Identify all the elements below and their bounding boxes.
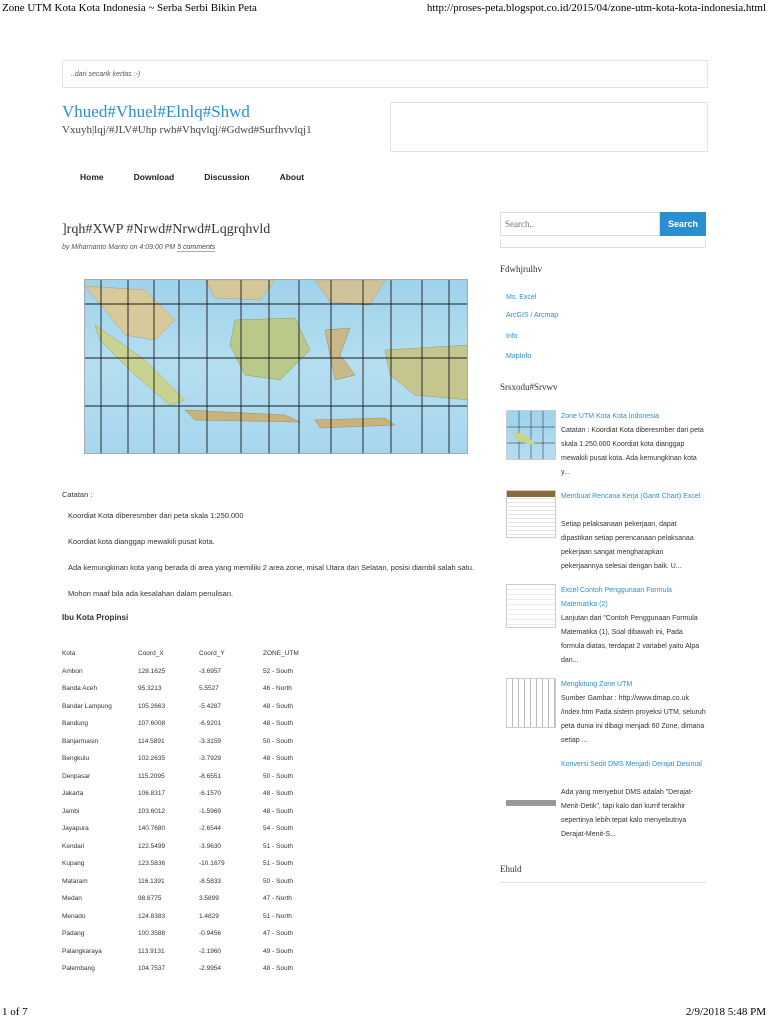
table-cell: 105.2663 (138, 702, 166, 710)
nav-about[interactable]: About (279, 172, 305, 182)
post-thumbnail[interactable] (506, 678, 556, 728)
table-row (62, 803, 323, 821)
table-cell: Banda Aceh (62, 685, 98, 693)
table-cell: 124.8383 (138, 912, 166, 920)
nav-home[interactable]: Home (80, 172, 104, 182)
table-cell: 122.5499 (138, 842, 166, 850)
table-cell: 113.9131 (138, 947, 165, 955)
post-thumbnail[interactable] (506, 584, 556, 628)
print-page-number: 1 of 7 (2, 1006, 28, 1018)
popular-post-snippet: Setiap pelaksanaan pekerjaan, dapat dipastikan setiap perencanaan pelaksanaa pekerjaan sangat mengharapkan pekerjaannya selesai dengan baik. U... (561, 521, 694, 570)
table-cell: -8.5833 (199, 877, 222, 885)
table-cell: 100.3588 (138, 930, 166, 938)
table-cell: Palembang (62, 965, 95, 973)
table-cell: -3.3159 (199, 737, 222, 745)
table-cell: -8.6551 (199, 772, 222, 780)
table-cell: -10.1679 (199, 860, 225, 868)
table-cell: 47 - South (263, 930, 293, 938)
table-cell: Padang (62, 930, 85, 938)
table-cell: -2.9954 (199, 965, 222, 973)
post-author-date: by Miharnanto Manto on 4:09:00 PM (62, 244, 176, 251)
table-cell: 52 - South (263, 667, 293, 675)
popular-post-title[interactable]: Membuat Rencana Kerja (Gantt Chart) Excel (561, 493, 701, 500)
table-row (62, 750, 323, 768)
table-cell: -3.6957 (199, 667, 222, 675)
table-cell: 48 - South (263, 755, 293, 763)
table-row (62, 733, 323, 751)
table-title: Ibu Kota Propinsi (62, 613, 129, 622)
print-datetime: 2/9/2018 5:48 PM (685, 1006, 766, 1018)
popular-post (506, 758, 706, 842)
popular-post-snippet: Lanjutan dari "Contoh Penggunaan Formula Matematika (1), Soal dibawah ini, Pada formula diatas, terdapat 2 variabel yaitu Alpa dan... (561, 615, 700, 664)
post-thumbnail[interactable] (506, 490, 556, 538)
category-link[interactable]: ArcGIS / Arcmap (506, 312, 559, 319)
table-cell: 95.3213 (138, 685, 162, 693)
table-cell: -3.9630 (199, 842, 222, 850)
table-row (62, 820, 323, 838)
table-cell: Medan (62, 895, 82, 903)
popular-post (506, 678, 706, 754)
table-cell: 102.2635 (138, 755, 166, 763)
col-header: Coord_X (138, 650, 164, 658)
table-cell: 107.6008 (138, 720, 166, 728)
table-cell: 51 - South (263, 842, 293, 850)
note-item: Koordiat Kota diberesmber dari peta skala 1:250.000 (68, 511, 244, 520)
table-cell: 47 - North (263, 895, 292, 903)
table-cell: 140.7680 (138, 825, 166, 833)
table-cell: -6.9201 (199, 720, 222, 728)
table-row (62, 785, 323, 803)
main-nav (62, 172, 334, 190)
popular-post (506, 584, 706, 668)
table-cell: Jakarta (62, 790, 84, 798)
col-header: ZONE_UTM (263, 650, 299, 658)
table-cell: 115.2095 (138, 772, 165, 780)
popular-post (506, 410, 706, 486)
table-cell: -2.6544 (199, 825, 222, 833)
table-cell: 116.1391 (138, 877, 165, 885)
category-link[interactable]: Ms. Excel (506, 294, 537, 301)
table-cell: Bengkulu (62, 755, 90, 763)
table-cell: 51 - North (263, 912, 292, 920)
table-cell: 50 - South (263, 737, 293, 745)
table-row (62, 663, 323, 681)
table-row (62, 873, 323, 891)
post-byline (62, 244, 215, 251)
table-cell: 54 - South (263, 825, 293, 833)
table-cell: 48 - South (263, 702, 293, 710)
table-cell: Jambi (62, 807, 80, 815)
notes-heading: Catatan : (62, 490, 93, 499)
table-row (62, 698, 323, 716)
table-header-row (62, 645, 323, 663)
search-widget (500, 212, 706, 236)
table-cell: -2.1960 (199, 947, 222, 955)
utm-zone-map-image[interactable] (84, 279, 468, 454)
print-footer (2, 1006, 766, 1020)
table-cell: 103.6012 (138, 807, 166, 815)
categories-title: Fdwhjrulhv (500, 264, 543, 274)
tagline-quote: ..dari secarik kertas :-) (71, 71, 141, 78)
table-cell: Mataram (62, 877, 88, 885)
table-cell: -3.7929 (199, 755, 222, 763)
table-row (62, 680, 323, 698)
table-cell: 114.5891 (138, 737, 165, 745)
popular-post-title[interactable]: Mengkitung Zone UTM (561, 681, 633, 688)
header-ad-box (390, 102, 708, 152)
post-title: ]rqh#XWP #Nrwd#Nrwd#Lqgrqhvld (62, 222, 271, 237)
popular-post-snippet: Ada yang menyebut DMS adalah "Derajat-Menit-Detik", tapi kalo dari kurrif terakhir sepertinya lebih tepat kalo menyebutnya Derajat-Menit-S... (561, 789, 694, 838)
city-zone-table (62, 645, 323, 978)
table-row (62, 715, 323, 733)
col-header: Kota (62, 650, 76, 658)
popular-post-snippet: Catatan : Koordiat Kota diberesmber dari peta skala 1:250.000 Koordiat kota dianggap mewakili pusat kota. Ada kemungkinan kota y... (561, 427, 704, 476)
nav-discussion[interactable]: Discussion (204, 172, 250, 182)
blog-title[interactable]: Vhued#Vhuel#Elnlq#Shwd (62, 102, 250, 121)
table-cell: 50 - South (263, 877, 293, 885)
table-cell: Bandar Lampung (62, 702, 112, 710)
table-cell: 98.6775 (138, 895, 162, 903)
table-cell: -1.5969 (199, 807, 222, 815)
table-row (62, 943, 323, 961)
table-cell: -0.9456 (199, 930, 222, 938)
table-cell: 3.5899 (199, 895, 219, 903)
search-button[interactable]: Search (660, 212, 706, 236)
grid-map-thumb (507, 411, 555, 459)
table-cell: 48 - South (263, 790, 293, 798)
comments-link[interactable]: 5 comments (177, 244, 216, 251)
table-row (62, 838, 323, 856)
table-cell: 123.5836 (138, 860, 166, 868)
table-cell: 106.8317 (138, 790, 166, 798)
print-url: http://proses-peta.blogspot.co.id/2015/04/zone-utm-kota-kota-indonesia.html (426, 2, 766, 14)
gantt-thumb-header (507, 491, 555, 497)
notes-section (62, 490, 488, 613)
table-cell: Jayapura (62, 825, 89, 833)
category-link[interactable]: MapInfo (506, 353, 532, 360)
category-link[interactable]: Info (506, 333, 518, 340)
note-item: Mohon maaf bila ada kesalahan dalam penulisan. (68, 589, 234, 598)
table-row (62, 908, 323, 926)
table-cell: Ambon (62, 667, 83, 675)
table-cell: Palangkaraya (62, 947, 102, 955)
table-cell: Kendari (62, 842, 85, 850)
print-page-title: Zone UTM Kota Kota Indonesia ~ Serba Serbi Bikin Peta (2, 2, 257, 14)
table-cell: 49 - South (263, 947, 293, 955)
print-header (2, 2, 766, 16)
sidebar-divider (500, 882, 706, 883)
table-row (62, 925, 323, 943)
table-cell: 48 - South (263, 965, 293, 973)
table-cell: 51 - South (263, 860, 293, 868)
popular-post-title[interactable]: Konversi Sedit DMS Menjadi Derajat Desimal (561, 761, 702, 768)
popular-post-snippet: Sumber Gambar : http://www.dmap.co.uk /index.htm Pada sistem proyeksi UTM, seluruh peta dunia ini dibagi menjadi 60 Zone, dimana setiap ... (561, 695, 706, 744)
table-cell: -5.4287 (199, 702, 222, 710)
note-item: Koordiat kota dianggap mewakili pusat kota. (68, 537, 215, 546)
search-underline (500, 240, 706, 248)
map-illustration (85, 280, 468, 454)
table-cell: 1.4829 (199, 912, 219, 920)
blog-description: Vxuyh|lqj/#JLV#Uhp rwh#Vhqvlqj/#Gdwd#Surfhvvlqj1 (62, 124, 312, 136)
table-cell: Banjarmasin (62, 737, 99, 745)
table-cell: -6.1570 (199, 790, 222, 798)
search-input[interactable] (500, 212, 660, 236)
nav-download[interactable]: Download (133, 172, 175, 182)
table-cell: 46 - North (263, 685, 292, 693)
table-cell: Menado (62, 912, 86, 920)
note-item: Ada kemungkinan kota yang berada di area yang memiliki 2 area zone, misal Utara dan Selatan, posisi diambil salah satu. (68, 563, 475, 572)
table-cell: Bandung (62, 720, 89, 728)
col-header: Coord_Y (199, 650, 225, 658)
table-cell: 48 - South (263, 807, 293, 815)
popular-post-title[interactable]: Zone UTM Kota Kota Indonesia (561, 413, 660, 420)
labels-title: Ehuld (500, 864, 522, 874)
table-row (62, 890, 323, 908)
table-cell: Kupang (62, 860, 85, 868)
table-cell: 48 - South (263, 720, 293, 728)
table-cell: Denpasar (62, 772, 91, 780)
post-thumbnail[interactable] (506, 800, 556, 806)
table-row (62, 855, 323, 873)
table-row (62, 768, 323, 786)
post-thumbnail[interactable] (506, 410, 556, 460)
quote-box (62, 60, 708, 88)
table-cell: 104.7537 (138, 965, 166, 973)
popular-posts-title: Srsxodu#Srvwv (500, 382, 558, 392)
table-row (62, 960, 323, 978)
table-cell: 128.1625 (138, 667, 166, 675)
table-cell: 50 - South (263, 772, 293, 780)
popular-post (506, 490, 706, 578)
table-cell: 5.5527 (199, 685, 219, 693)
popular-post-title[interactable]: Excel Contoh Penggunaan Formula Matematika (2) (561, 587, 672, 608)
